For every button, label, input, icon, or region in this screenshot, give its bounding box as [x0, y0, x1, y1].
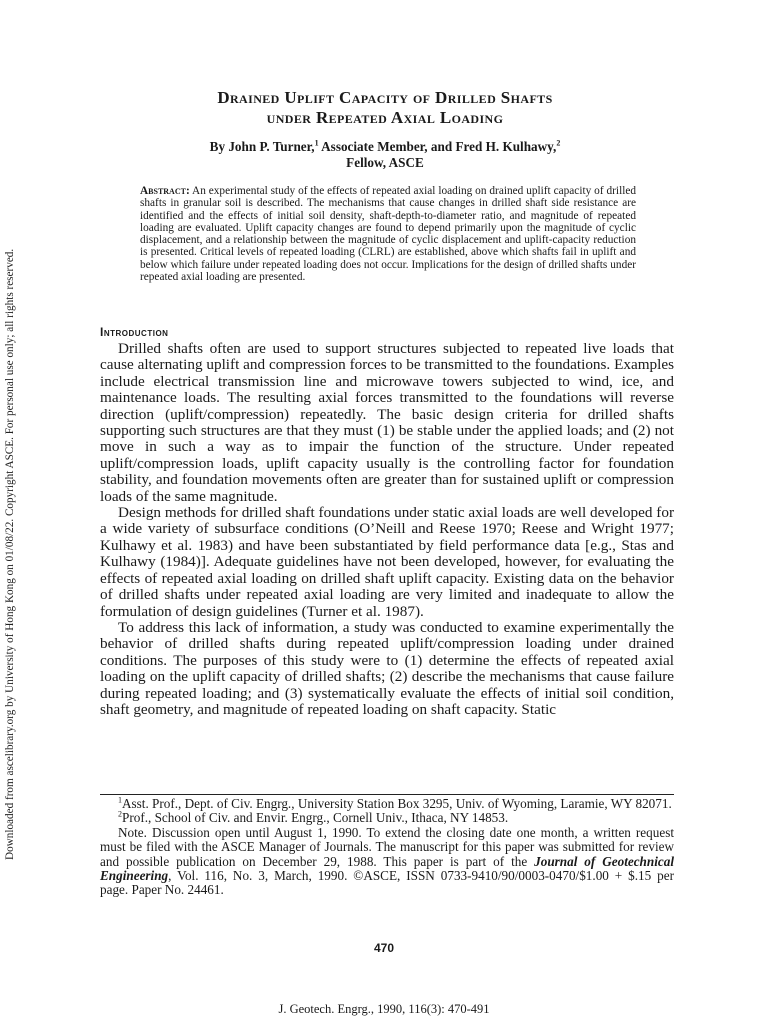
section-heading-introduction: Introduction — [100, 325, 169, 339]
footnote-1-mark: 1 — [118, 795, 122, 805]
author-line-1 — [100, 139, 670, 155]
title-line-2: under Repeated Axial Loading — [266, 108, 504, 127]
author-line-2: Fellow, ASCE — [346, 155, 424, 170]
author-turner-mark: 1 — [314, 138, 319, 148]
abstract-label: Abstract: — [140, 185, 190, 197]
author-block — [100, 139, 670, 171]
footnote-2-mark: 2 — [118, 810, 122, 820]
citation-footer: J. Geotech. Engrg., 1990, 116(3): 470-491 — [278, 1002, 490, 1016]
footnotes — [100, 797, 674, 898]
abstract — [140, 185, 636, 283]
journal-name: Journal of Geotechnical Engineering — [100, 853, 675, 884]
download-notice-text: Downloaded from ascelibrary.org by University of Hong Kong on 01/08/22. Copyright ASCE. For personal use only; all rights reserved. — [4, 248, 16, 860]
paper-title — [100, 88, 670, 128]
title-line-1: Drained Uplift Capacity of Drilled Shafts — [217, 88, 553, 107]
footnote-rule — [100, 794, 674, 795]
author-kulhawy-mark: 2 — [556, 138, 561, 148]
download-notice — [4, 170, 18, 860]
paragraph-2: Design methods for drilled shaft foundations under static axial loads are well developed for a wide variety of subsurface conditions (O’Neill and Reese 1970; Reese and Wright 1977; Kulhawy et al. 1983) and have been substantiated by field performance data [e.g., Stas and Kulhawy (1984)]. Adequate guidelines have not been developed, however, for evaluating the effects of repeated axial loading on drilled shaft uplift capacity. Existing data on the behavior of drilled shafts under repeated axial loading are very limited and inadequate to allow the formulation of design guidelines (Turner et al. 1987). — [100, 504, 674, 620]
paragraph-1: Drilled shafts often are used to support structures subjected to repeated live loads that cause alternating uplift and compression forces to be transmitted to the foundations. Examples include electrical transmission line and microwave towers subjected to wind, ice, and maintenance loads. The resulting axial forces transmitted to the foundations will reverse direction (uplift/compression) repeatedly. The basic design criteria for drilled shafts supporting such structures are that they must (1) be stable under the applied loads; and (2) not move in such a way as to impair the function of the structure. Under repeated uplift/compression loads, uplift capacity usually is the controlling factor for foundation stability, and foundation movements often are greater than for sustained uplift or compression loads of the same magnitude. — [100, 340, 674, 505]
note-text-a: Note. Discussion open until August 1, 1990. To extend the closing date one month, a written request must be filed with the ASCE Manager of Journals. The manuscript for this paper was submitted for review and possible publication on December 29, 1988. This paper is part of the — [100, 824, 674, 869]
author-kulhawy: Associate Member, and Fred H. Kulhawy, — [318, 139, 557, 154]
body-text — [100, 341, 674, 718]
abstract-text: An experimental study of the effects of repeated axial loading on drained uplift capacity of drilled shafts in granular soil is described. The mechanisms that cause changes in drilled shaft side resistance are identified and the effects of initial soil density, shaft-depth-to-diameter ratio, and magnitude of repeated loading are evaluated. Uplift capacity changes are found to depend primarily upon the magnitude of cyclic displacement, and a relationship between the magnitude of cyclic displacement and uplift-capacity reduction is presented. Critical levels of repeated loading (CLRL) are established, above which shafts fail in uplift and below which failure under repeated loading does not occur. Implications for the design of drilled shafts under repeated axial loading are presented. — [140, 185, 637, 284]
note-text-b: , Vol. 116, No. 3, March, 1990. ©ASCE, ISSN 0733-9410/90/0003-0470/$1.00 + $.15 per page. Paper No. 24461. — [100, 868, 674, 898]
publication-note — [100, 826, 674, 898]
footnote-2 — [100, 811, 674, 825]
page-number: 470 — [373, 941, 395, 955]
footnote-1-text: Asst. Prof., Dept. of Civ. Engrg., University Station Box 3295, Univ. of Wyoming, Laramie, WY 82071. — [122, 796, 672, 811]
footnote-2-text: Prof., School of Civ. and Envir. Engrg., Cornell Univ., Ithaca, NY 14853. — [122, 810, 509, 826]
author-turner: By John P. Turner, — [209, 139, 315, 154]
paragraph-3: To address this lack of information, a study was conducted to examine experimentally the behavior of drilled shafts during repeated uplift/compression loading under drained conditions. The purposes of this study were to (1) determine the effects of repeated axial loading on the uplift capacity of drilled shafts; (2) describe the mechanisms that cause failure during repeated loading; and (3) systematically evaluate the effects of initial soil condition, shaft geometry, and magnitude of repeated loading on shaft capacity. Static — [100, 618, 674, 718]
